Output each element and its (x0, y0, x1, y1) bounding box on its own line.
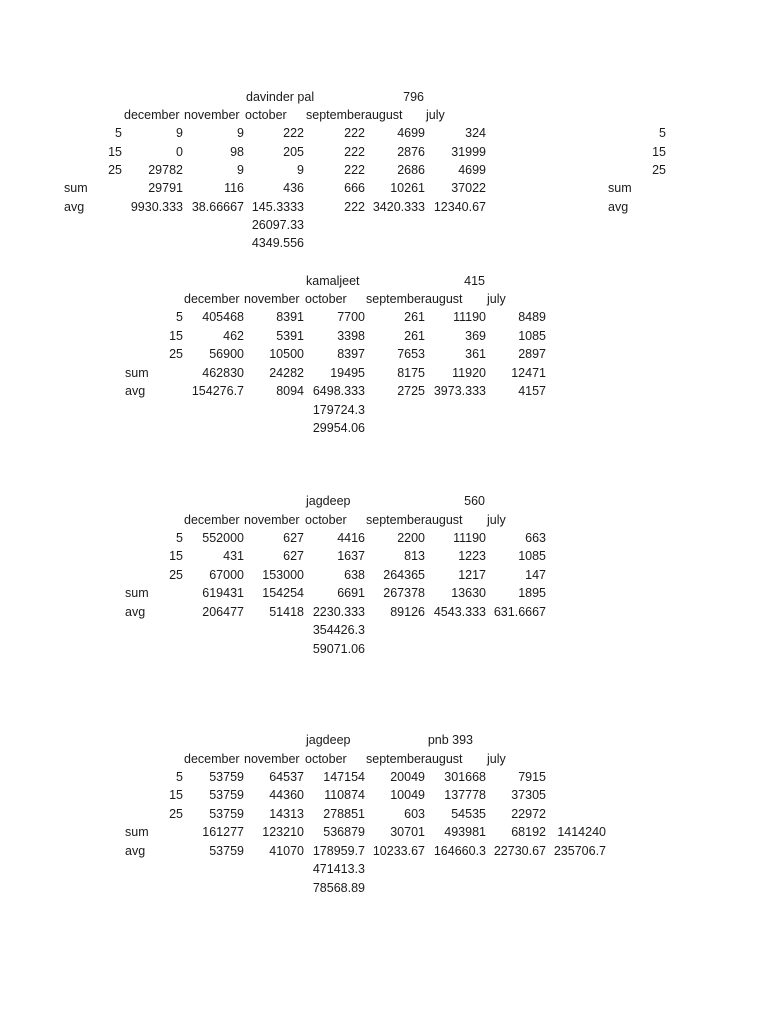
total-sum: 26097.33 (251, 218, 304, 232)
header-november: november (244, 513, 300, 527)
row-key: 25 (169, 347, 183, 361)
sum-cell: 1895 (518, 586, 546, 600)
avg-label: avg (125, 605, 146, 619)
avg-cell: 22730.67 (493, 844, 546, 858)
table-cell: 2200 (397, 531, 425, 545)
table-cell: 147 (525, 568, 546, 582)
sum-cell: 10261 (390, 181, 425, 195)
table-cell: 261 (404, 310, 425, 324)
avg-cell: 38.66667 (191, 200, 244, 214)
header-september: september (366, 292, 426, 306)
table-cell: 20049 (390, 770, 425, 784)
table-cell: 205 (283, 145, 304, 159)
header-december: december (184, 292, 240, 306)
customer-name: jagdeep (306, 733, 351, 747)
table-cell: 222 (283, 126, 304, 140)
avg-cell: 4543.333 (433, 605, 486, 619)
sum-cell: 6691 (337, 586, 365, 600)
sum-cell: 123210 (262, 825, 304, 839)
header-october: october (305, 752, 347, 766)
side-row-key: 5 (659, 126, 666, 140)
sum-cell: 161277 (202, 825, 244, 839)
sum-label: sum (125, 366, 149, 380)
side-sum-label: sum (608, 181, 632, 195)
table-cell: 14313 (269, 807, 304, 821)
table-cell: 10049 (390, 788, 425, 802)
row-key: 25 (169, 807, 183, 821)
table-cell: 369 (465, 329, 486, 343)
table-cell: 56900 (209, 347, 244, 361)
sum-cell: 536879 (323, 825, 365, 839)
header-august: august (425, 752, 463, 766)
sum-cell: 8175 (397, 366, 425, 380)
avg-cell: 154276.7 (191, 384, 244, 398)
sum-cell: 11920 (452, 366, 486, 380)
header-august: august (425, 513, 463, 527)
row-key: 5 (115, 126, 122, 140)
total-avg: 29954.06 (312, 421, 365, 435)
header-july: july (487, 292, 506, 306)
total-avg: 4349.556 (251, 236, 304, 250)
row-key: 5 (176, 310, 183, 324)
sum-cell: 29791 (148, 181, 183, 195)
row-key: 5 (176, 531, 183, 545)
customer-code: 560 (464, 494, 485, 508)
table-cell: 44360 (269, 788, 304, 802)
sum-grand-total: 1414240 (557, 825, 606, 839)
table-cell: 29782 (148, 163, 183, 177)
table-cell: 552000 (202, 531, 244, 545)
table-cell: 4699 (397, 126, 425, 140)
header-november: november (184, 108, 240, 122)
avg-cell: 3420.333 (372, 200, 425, 214)
table-cell: 11190 (453, 310, 486, 324)
avg-cell: 222 (344, 200, 365, 214)
table-cell: 9 (237, 126, 244, 140)
table-cell: 264365 (383, 568, 425, 582)
sum-cell: 267378 (383, 586, 425, 600)
row-key: 15 (169, 329, 183, 343)
table-cell: 31999 (451, 145, 486, 159)
customer-name: jagdeep (306, 494, 351, 508)
table-cell: 462 (223, 329, 244, 343)
avg-cell: 206477 (202, 605, 244, 619)
header-july: july (426, 108, 445, 122)
table-cell: 98 (230, 145, 244, 159)
table-cell: 431 (223, 549, 244, 563)
table-cell: 4416 (337, 531, 365, 545)
customer-code: 796 (403, 90, 424, 104)
table-cell: 1085 (518, 329, 546, 343)
sum-cell: 493981 (444, 825, 486, 839)
avg-cell: 10233.67 (372, 844, 425, 858)
avg-label: avg (125, 844, 146, 858)
table-cell: 7700 (337, 310, 365, 324)
avg-label: avg (125, 384, 146, 398)
sum-cell: 24282 (269, 366, 304, 380)
total-sum: 179724.3 (312, 403, 365, 417)
avg-cell: 51418 (269, 605, 304, 619)
table-cell: 3398 (337, 329, 365, 343)
table-cell: 153000 (262, 568, 304, 582)
sum-cell: 19495 (330, 366, 365, 380)
table-cell: 7653 (397, 347, 425, 361)
header-october: october (305, 292, 347, 306)
avg-cell: 178959.7 (312, 844, 365, 858)
header-august: august (365, 108, 403, 122)
table-cell: 627 (283, 531, 304, 545)
customer-name: kamaljeet (306, 274, 360, 288)
table-cell: 54535 (451, 807, 486, 821)
sum-cell: 619431 (202, 586, 244, 600)
table-cell: 110874 (324, 788, 365, 802)
table-cell: 1223 (458, 549, 486, 563)
customer-name: davinder pal (246, 90, 315, 104)
table-cell: 261 (404, 329, 425, 343)
total-sum: 471413.3 (312, 862, 365, 876)
customer-code: 415 (464, 274, 485, 288)
table-cell: 603 (404, 807, 425, 821)
avg-cell: 41070 (269, 844, 304, 858)
table-cell: 137778 (444, 788, 486, 802)
avg-cell: 53759 (209, 844, 244, 858)
table-cell: 8391 (276, 310, 304, 324)
row-key: 15 (108, 145, 122, 159)
sum-label: sum (125, 586, 149, 600)
table-cell: 8489 (518, 310, 546, 324)
avg-cell: 2725 (397, 384, 425, 398)
header-august: august (425, 292, 463, 306)
row-key: 15 (169, 788, 183, 802)
header-september: september (366, 752, 426, 766)
side-avg-label: avg (608, 200, 629, 214)
table-cell: 53759 (209, 807, 244, 821)
total-avg: 78568.89 (312, 881, 365, 895)
table-cell: 5391 (276, 329, 304, 343)
table-cell: 22972 (511, 807, 546, 821)
avg-cell: 6498.333 (312, 384, 365, 398)
table-cell: 64537 (269, 770, 304, 784)
header-december: december (184, 752, 240, 766)
sum-label: sum (125, 825, 149, 839)
avg-cell: 631.6667 (493, 605, 546, 619)
table-cell: 4699 (458, 163, 486, 177)
header-september: september (366, 513, 426, 527)
table-cell: 0 (176, 145, 183, 159)
table-cell: 11190 (453, 531, 486, 545)
avg-cell: 8094 (276, 384, 304, 398)
table-cell: 147154 (323, 770, 365, 784)
sum-cell: 154254 (262, 586, 304, 600)
header-november: november (244, 292, 300, 306)
table-cell: 222 (344, 163, 365, 177)
header-november: november (244, 752, 300, 766)
header-july: july (487, 513, 506, 527)
avg-cell: 164660.3 (433, 844, 486, 858)
customer-code: pnb 393 (427, 733, 473, 747)
avg-grand-total: 235706.7 (553, 844, 606, 858)
avg-cell: 4157 (518, 384, 546, 398)
table-cell: 9 (297, 163, 304, 177)
total-sum: 354426.3 (312, 623, 365, 637)
table-cell: 1637 (337, 549, 365, 563)
sum-label: sum (64, 181, 88, 195)
table-cell: 222 (344, 145, 365, 159)
table-cell: 2686 (397, 163, 425, 177)
table-cell: 53759 (209, 770, 244, 784)
sum-cell: 37022 (451, 181, 486, 195)
avg-cell: 89126 (390, 605, 425, 619)
table-cell: 37305 (511, 788, 546, 802)
table-cell: 7915 (518, 770, 546, 784)
side-row-key: 25 (652, 163, 666, 177)
table-cell: 2897 (518, 347, 546, 361)
avg-cell: 9930.333 (130, 200, 183, 214)
row-key: 5 (176, 770, 183, 784)
sum-cell: 436 (283, 181, 304, 195)
sum-cell: 12471 (511, 366, 546, 380)
table-cell: 1085 (518, 549, 546, 563)
table-cell: 627 (283, 549, 304, 563)
header-september: september (306, 108, 366, 122)
avg-cell: 3973.333 (433, 384, 486, 398)
sum-cell: 462830 (202, 366, 244, 380)
table-cell: 301668 (444, 770, 486, 784)
row-key: 15 (169, 549, 183, 563)
table-cell: 361 (465, 347, 486, 361)
table-cell: 53759 (209, 788, 244, 802)
table-cell: 9 (176, 126, 183, 140)
total-avg: 59071.06 (312, 642, 365, 656)
avg-cell: 12340.67 (433, 200, 486, 214)
header-december: december (124, 108, 180, 122)
table-cell: 1217 (458, 568, 486, 582)
row-key: 25 (169, 568, 183, 582)
sum-cell: 666 (344, 181, 365, 195)
table-cell: 9 (237, 163, 244, 177)
table-cell: 405468 (202, 310, 244, 324)
table-cell: 663 (525, 531, 546, 545)
table-cell: 638 (344, 568, 365, 582)
header-july: july (487, 752, 506, 766)
header-october: october (245, 108, 287, 122)
table-cell: 8397 (337, 347, 365, 361)
table-cell: 222 (344, 126, 365, 140)
side-row-key: 15 (652, 145, 666, 159)
table-cell: 2876 (397, 145, 425, 159)
table-cell: 67000 (209, 568, 244, 582)
header-december: december (184, 513, 240, 527)
sum-cell: 68192 (511, 825, 546, 839)
avg-label: avg (64, 200, 85, 214)
table-cell: 813 (404, 549, 425, 563)
avg-cell: 2230.333 (312, 605, 365, 619)
sum-cell: 30701 (390, 825, 425, 839)
avg-cell: 145.3333 (251, 200, 304, 214)
sum-cell: 13630 (451, 586, 486, 600)
table-cell: 10500 (269, 347, 304, 361)
table-cell: 278851 (323, 807, 365, 821)
row-key: 25 (108, 163, 122, 177)
table-cell: 324 (465, 126, 486, 140)
header-october: october (305, 513, 347, 527)
sum-cell: 116 (224, 181, 244, 195)
